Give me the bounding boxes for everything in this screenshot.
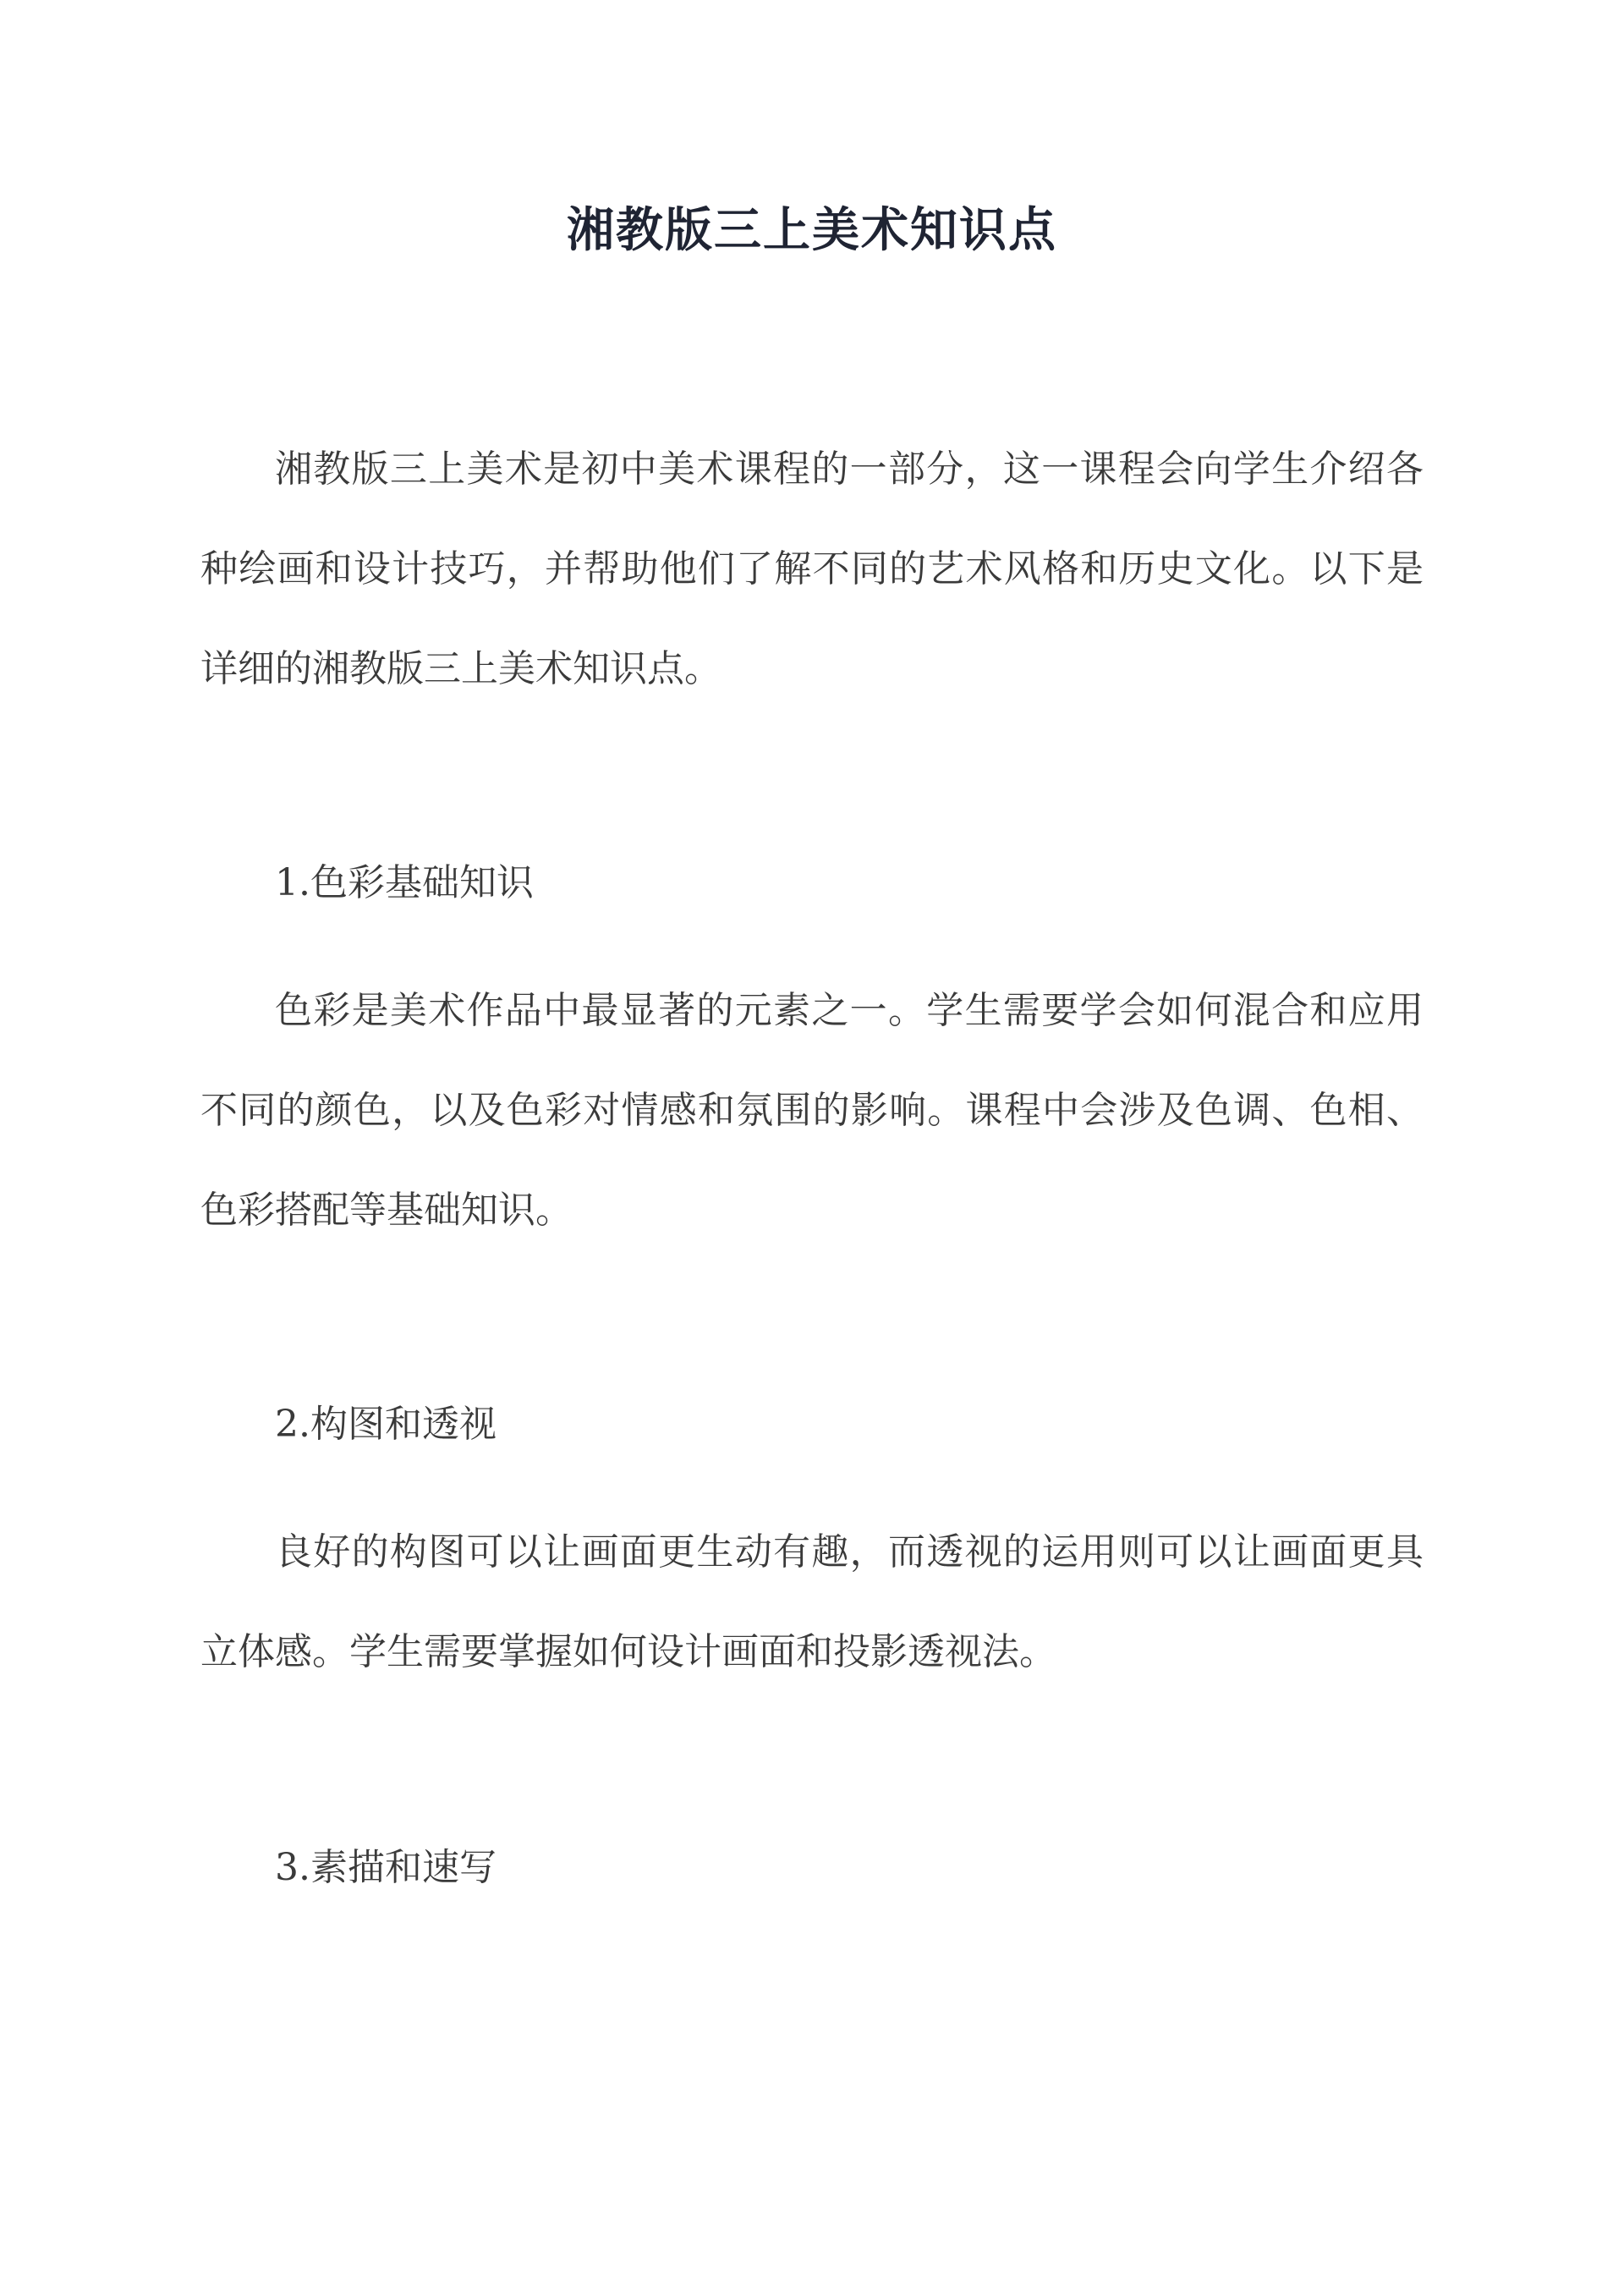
section-body-composition: 良好的构图可以让画面更生动有趣，而透视的运用则可以让画面更具立体感。学生需要掌握如何设计画面和投影透视法。 — [200, 1530, 1424, 1673]
section-heading-composition: 2.构图和透视 — [275, 1403, 497, 1446]
intro-paragraph: 湘教版三上美术是初中美术课程的一部分，这一课程会向学生介绍各种绘画和设计技巧，并帮助他们了解不同的艺术风格和历史文化。以下是详细的湘教版三上美术知识点。 — [200, 448, 1424, 690]
section-body-color-basics: 色彩是美术作品中最显著的元素之一。学生需要学会如何混合和应用不同的颜色，以及色彩对情感和氛围的影响。课程中会涉及色调、色相、色彩搭配等基础知识。 — [200, 989, 1424, 1232]
section-heading-sketching: 3.素描和速写 — [275, 1846, 497, 1889]
document-title: 湘教版三上美术知识点 — [567, 202, 1057, 258]
section-heading-color-basics: 1.色彩基础知识 — [275, 861, 534, 904]
